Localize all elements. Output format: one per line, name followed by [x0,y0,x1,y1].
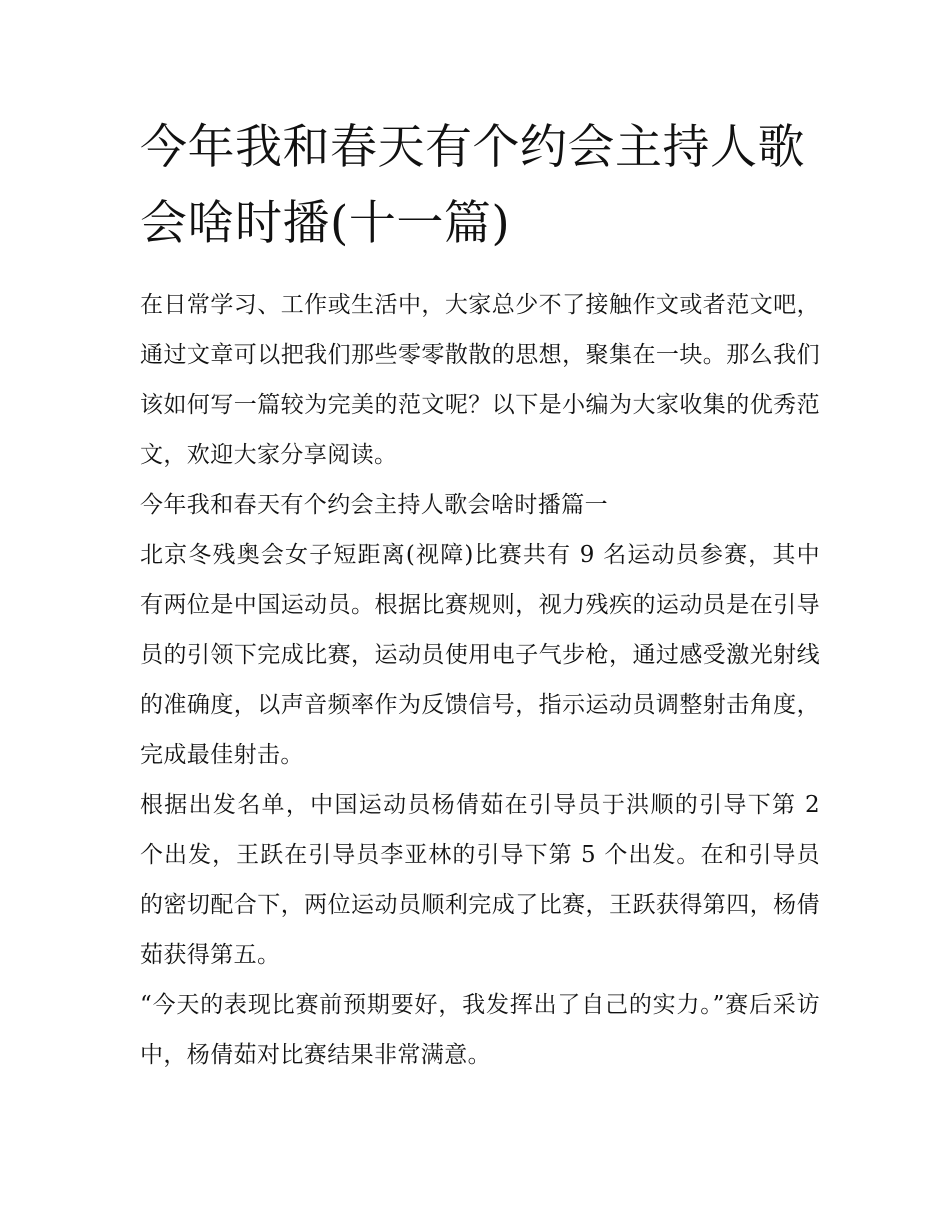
body-paragraph-3: “今天的表现比赛前预期要好，我发挥出了自己的实力。”赛后采访中，杨倩茹对比赛结果非常满意。 [140,992,820,1068]
body-paragraph-1: 北京冬残奥会女子短距离(视障)比赛共有 9 名运动员参赛，其中有两位是中国运动员。根据比赛规则，视力残疾的运动员是在引导员的引领下完成比赛，运动员使用电子气步枪，通过感受激光射线的准确度，以声音频率作为反馈信号，指示运动员调整射击角度，完成最佳射击。 [140,542,820,768]
document-title: 今年我和春天有个约会主持人歌会啥时播(十一篇) [140,120,805,251]
body-paragraph-2: 根据出发名单，中国运动员杨倩茹在引导员于洪顺的引导下第 2 个出发，王跃在引导员李亚林的引导下第 5 个出发。在和引导员的密切配合下，两位运动员顺利完成了比赛，王跃获得第四，杨倩茹获得第五。 [140,792,820,968]
intro-paragraph: 在日常学习、工作或生活中，大家总少不了接触作文或者范文吧，通过文章可以把我们那些零零散散的思想，聚集在一块。那么我们该如何写一篇较为完美的范文呢？以下是小编为大家收集的优秀范文，欢迎大家分享阅读。 [140,292,820,468]
section-heading: 今年我和春天有个约会主持人歌会啥时播篇一 [140,492,608,518]
document-page [140,110,820,1080]
